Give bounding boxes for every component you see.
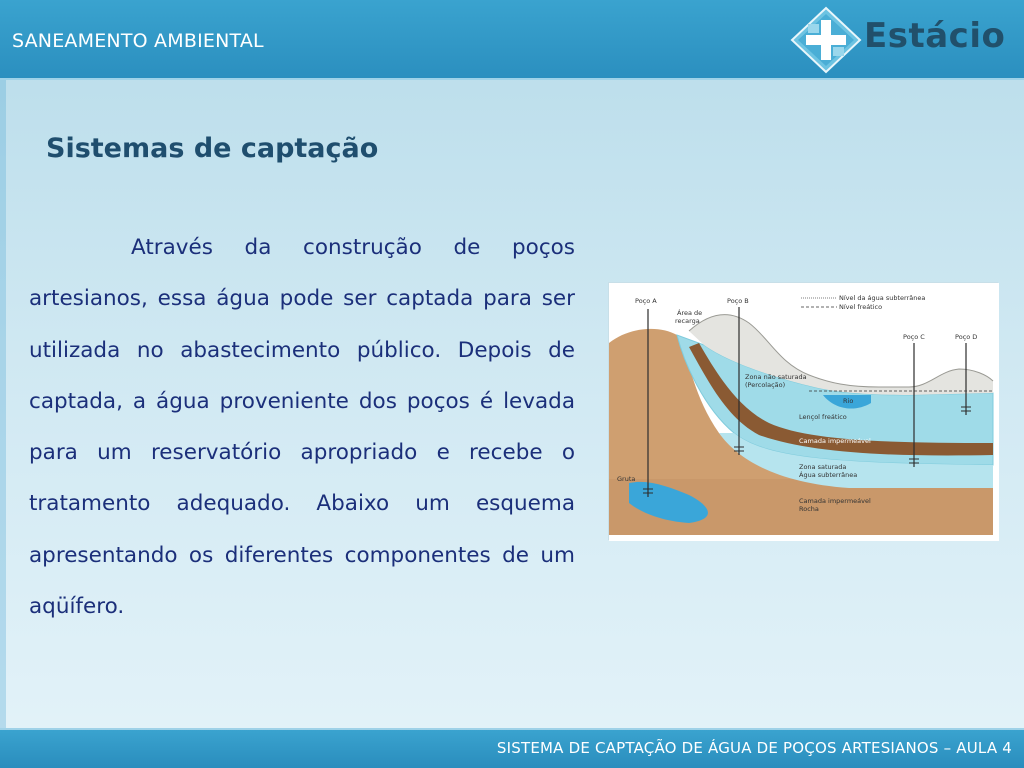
recharge-area-label-2: recarga bbox=[675, 317, 700, 325]
legend-groundwater-level: Nível da água subterrânea bbox=[839, 294, 926, 302]
body-paragraph: Através da construção de poços artesianos, essa água pode ser captada para ser utilizada no abastecimento público. Depois de captada, a água proveniente dos poços é levada para um reservatório apropriado e recebe o tratamento adequado. Abaixo um esquema apresentando os diferentes componentes de um aqüífero. bbox=[29, 235, 575, 620]
aquifer-diagram-graphic bbox=[609, 283, 999, 541]
legend-water-table: Nível freático bbox=[839, 303, 883, 311]
well-c-label: Poço C bbox=[903, 333, 925, 341]
footer-bar bbox=[0, 728, 1024, 768]
cave-label: Gruta bbox=[617, 475, 636, 483]
logo-mark-icon bbox=[786, 4, 866, 76]
unsaturated-zone-label-2: (Percolação) bbox=[745, 381, 786, 389]
well-a-label: Poço A bbox=[635, 297, 657, 305]
course-title: SANEAMENTO AMBIENTAL bbox=[12, 30, 264, 52]
left-rail-decoration bbox=[0, 80, 6, 728]
well-b-label: Poço B bbox=[727, 297, 749, 305]
recharge-area-label-1: Área de bbox=[677, 309, 703, 317]
logo-text: Estácio bbox=[864, 16, 1006, 56]
saturated-zone-label-1: Zona saturada bbox=[799, 463, 847, 471]
unsaturated-zone-label-1: Zona não saturada bbox=[745, 373, 807, 381]
saturated-zone-label-2: Água subterrânea bbox=[799, 471, 858, 479]
water-table-sheet-label: Lençol freático bbox=[799, 413, 847, 421]
impermeable-layer-label-2: Camada impermeável bbox=[799, 497, 871, 505]
slide-title: Sistemas de captação bbox=[46, 133, 379, 164]
well-d-label: Poço D bbox=[955, 333, 978, 341]
impermeable-layer-label-1: Camada impermeável bbox=[799, 437, 871, 445]
rock-label: Rocha bbox=[799, 505, 819, 513]
river-label: Rio bbox=[843, 397, 854, 405]
footer-text: SISTEMA DE CAPTAÇÃO DE ÁGUA DE POÇOS ARTESIANOS – AULA 4 bbox=[496, 739, 1012, 757]
estacio-logo bbox=[786, 4, 1018, 76]
aquifer-diagram bbox=[608, 282, 998, 540]
header-bar bbox=[0, 0, 1024, 80]
